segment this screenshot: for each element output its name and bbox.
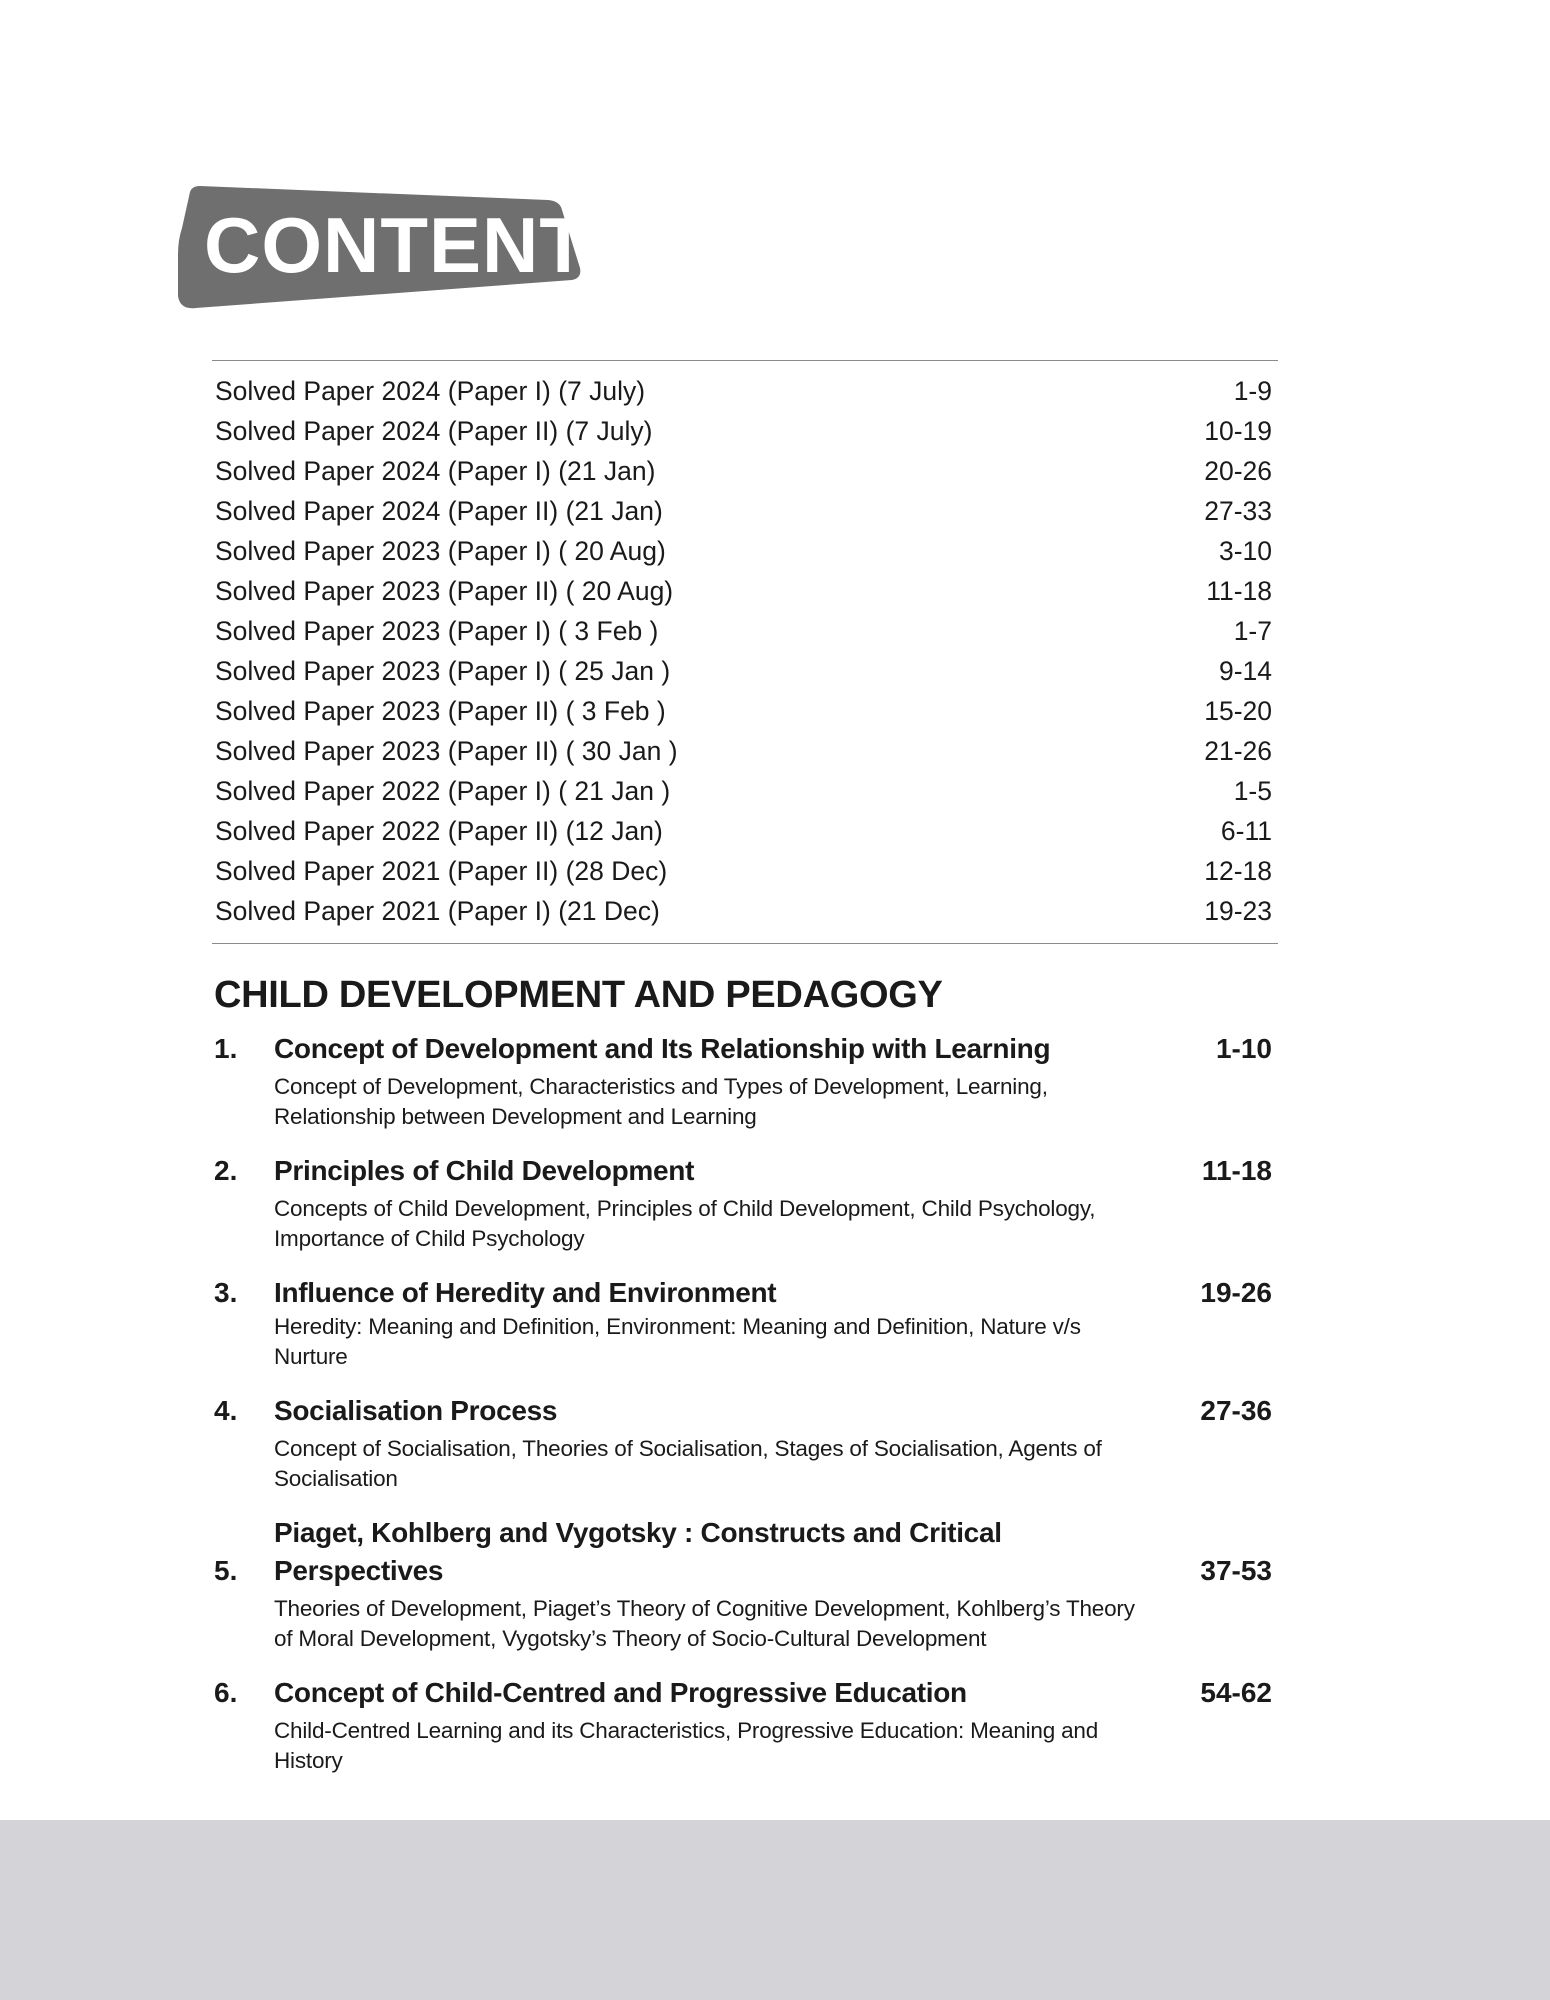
chapter-pages: 19-26 <box>1200 1277 1272 1308</box>
chapter-number: 5. <box>214 1555 238 1586</box>
solved-paper-title: Solved Paper 2023 (Paper I) ( 25 Jan ) <box>215 656 671 686</box>
solved-paper-pages: 3-10 <box>1218 536 1272 566</box>
solved-paper-pages: 19-23 <box>1204 896 1272 926</box>
chapter-title: Socialisation Process <box>274 1395 558 1426</box>
solved-paper-pages: 15-20 <box>1204 696 1272 726</box>
chapter-number: 3. <box>214 1277 238 1308</box>
solved-paper-row[interactable] <box>212 611 1278 651</box>
chapter-title: Piaget, Kohlberg and Vygotsky : Constructs and Critical Perspectives <box>274 1517 1002 1586</box>
solved-papers-list <box>212 360 1278 944</box>
chapter-description: Concept of Development, Characteristics and Types of Development, Learning, Relationship between Development and Learning <box>274 1074 1048 1129</box>
chapter-heading <box>214 1030 1274 1068</box>
solved-paper-title: Solved Paper 2021 (Paper I) (21 Dec) <box>215 896 660 926</box>
chapter-title: Concept of Child-Centred and Progressive Education <box>274 1677 967 1708</box>
solved-paper-title: Solved Paper 2024 (Paper I) (7 July) <box>215 376 646 406</box>
chapter-entry[interactable] <box>214 1030 1274 1132</box>
solved-paper-row[interactable] <box>212 651 1278 691</box>
solved-paper-row[interactable] <box>212 851 1278 891</box>
solved-paper-row[interactable] <box>212 531 1278 571</box>
chapter-heading <box>214 1674 1274 1712</box>
solved-paper-row[interactable] <box>212 731 1278 771</box>
solved-paper-pages: 11-18 <box>1206 576 1272 606</box>
solved-paper-row[interactable] <box>212 771 1278 811</box>
chapter-description: Theories of Development, Piaget’s Theory of Cognitive Development, Kohlberg’s Theory of Moral Development, Vygotsky’s Theory of Socio-Cultural Development <box>274 1596 1135 1651</box>
chapter-pages: 27-36 <box>1200 1395 1272 1426</box>
solved-paper-row[interactable] <box>212 411 1278 451</box>
section-title: CHILD DEVELOPMENT AND PEDAGOGY <box>214 974 943 1016</box>
chapter-number: 1. <box>214 1033 238 1064</box>
solved-paper-pages: 1-9 <box>1233 376 1272 406</box>
solved-paper-pages: 9-14 <box>1218 656 1272 686</box>
chapter-entry[interactable] <box>214 1392 1274 1494</box>
chapter-pages: 37-53 <box>1200 1555 1272 1586</box>
solved-paper-pages: 20-26 <box>1204 456 1272 486</box>
chapter-entry[interactable] <box>214 1674 1274 1776</box>
chapters-list <box>214 1030 1274 1796</box>
solved-paper-row[interactable] <box>212 571 1278 611</box>
chapter-pages: 11-18 <box>1201 1155 1272 1186</box>
solved-paper-pages: 10-19 <box>1204 416 1272 446</box>
solved-paper-pages: 27-33 <box>1204 496 1272 526</box>
chapter-pages: 54-62 <box>1200 1677 1272 1708</box>
solved-paper-title: Solved Paper 2024 (Paper II) (21 Jan) <box>215 496 663 526</box>
solved-paper-title: Solved Paper 2022 (Paper II) (12 Jan) <box>215 816 663 846</box>
chapter-entry[interactable] <box>214 1514 1274 1654</box>
solved-paper-row[interactable] <box>212 371 1278 411</box>
chapter-heading <box>214 1152 1274 1190</box>
solved-paper-title: Solved Paper 2023 (Paper I) ( 20 Aug) <box>215 536 666 566</box>
chapter-heading <box>214 1274 1274 1312</box>
solved-paper-title: Solved Paper 2022 (Paper I) ( 21 Jan ) <box>215 776 671 806</box>
solved-paper-row[interactable] <box>212 491 1278 531</box>
chapter-description: Concept of Socialisation, Theories of Socialisation, Stages of Socialisation, Agents of Socialisation <box>274 1436 1102 1491</box>
chapter-title: Influence of Heredity and Environment <box>274 1277 777 1308</box>
footer-band <box>0 1820 1550 2000</box>
solved-paper-title: Solved Paper 2023 (Paper I) ( 3 Feb ) <box>215 616 659 646</box>
chapter-number: 4. <box>214 1395 238 1426</box>
chapter-number: 2. <box>214 1155 238 1186</box>
chapter-number: 6. <box>214 1677 238 1708</box>
solved-paper-pages: 1-5 <box>1233 776 1272 806</box>
solved-paper-title: Solved Paper 2023 (Paper II) ( 30 Jan ) <box>215 736 678 766</box>
solved-paper-row[interactable] <box>212 811 1278 851</box>
chapter-entry[interactable] <box>214 1274 1274 1372</box>
solved-paper-row[interactable] <box>212 691 1278 731</box>
solved-paper-title: Solved Paper 2023 (Paper II) ( 20 Aug) <box>215 576 674 606</box>
solved-paper-title: Solved Paper 2021 (Paper II) (28 Dec) <box>215 856 668 886</box>
solved-paper-title: Solved Paper 2023 (Paper II) ( 3 Feb ) <box>215 696 666 726</box>
solved-paper-row[interactable] <box>212 891 1278 931</box>
contents-banner <box>176 184 641 310</box>
chapter-description: Child-Centred Learning and its Characteristics, Progressive Education: Meaning and History <box>274 1718 1099 1773</box>
solved-paper-pages: 21-26 <box>1204 736 1272 766</box>
solved-paper-title: Solved Paper 2024 (Paper II) (7 July) <box>215 416 653 446</box>
solved-paper-title: Solved Paper 2024 (Paper I) (21 Jan) <box>215 456 656 486</box>
contents-title: CONTENTS <box>204 201 641 289</box>
chapter-title: Concept of Development and Its Relationship with Learning <box>274 1033 1051 1064</box>
chapter-description: Concepts of Child Development, Principles of Child Development, Child Psychology, Importance of Child Psychology <box>274 1196 1096 1251</box>
chapter-heading <box>214 1514 1274 1590</box>
solved-paper-pages: 12-18 <box>1204 856 1272 886</box>
chapter-pages: 1-10 <box>1215 1033 1272 1064</box>
solved-paper-pages: 1-7 <box>1233 616 1272 646</box>
solved-paper-pages: 6-11 <box>1220 816 1272 846</box>
chapter-description: Heredity: Meaning and Definition, Environment: Meaning and Definition, Nature v/s Nurture <box>274 1314 1081 1369</box>
chapter-heading <box>214 1392 1274 1430</box>
chapter-entry[interactable] <box>214 1152 1274 1254</box>
solved-paper-row[interactable] <box>212 451 1278 491</box>
chapter-title: Principles of Child Development <box>274 1155 695 1186</box>
